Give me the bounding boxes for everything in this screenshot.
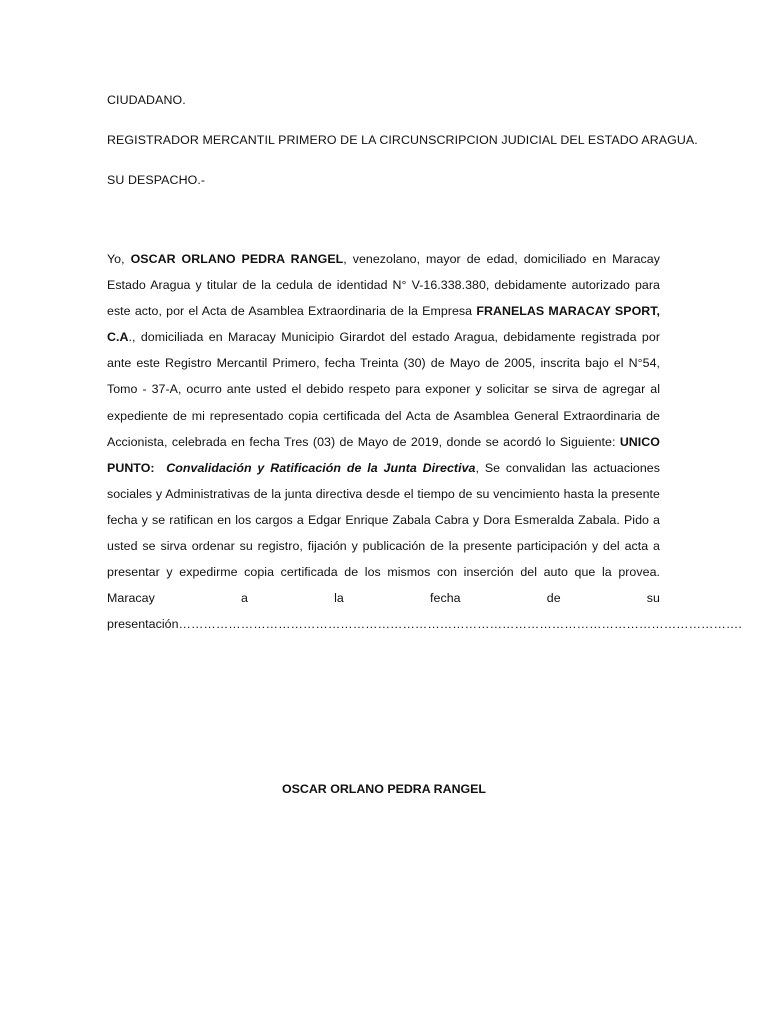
body-paragraph [107, 246, 742, 637]
salutation: CIUDADANO. [107, 93, 186, 107]
body-segment: , venezolano, mayor de edad, domiciliado en Maracay Estado Aragua y titular de la cedula de identidad N° V-16.338.380, debidamente autorizado para este acto, por el Acta de Asamblea Extraordinaria de la Empresa [107, 252, 660, 319]
body-segment: Yo, [107, 252, 131, 266]
unico-punto-label: UNICO PUNTO: [107, 434, 660, 475]
body-segment: ., domiciliada en Maracay Municipio Girardot del estado Aragua, debidamente registrada por ante este Registro Mercantil Primero, fecha Treinta (30) de Mayo de 2005, inscrita bajo el N°54, Tomo - 37-A, ocurro ante usted el debido respeto para exponer y solicitar se sirva de agregar al expediente de mi representado copia certificada del Acta de Asamblea General Extraordinaria de Accionista, celebrada en fecha Tres (03) de Mayo de 2019, donde se acordó lo Siguiente: [107, 330, 660, 449]
company-name: FRANELAS MARACAY SPORT, C.A [107, 304, 660, 345]
agenda-item-title: Convalidación y Ratificación de la Junta Directiva [166, 460, 476, 475]
signature-name: OSCAR ORLANO PEDRA RANGEL [282, 782, 486, 796]
applicant-name: OSCAR ORLANO PEDRA RANGEL [130, 252, 344, 266]
signature-block [0, 782, 768, 796]
body-spacer [155, 461, 167, 475]
body-segment: , Se convalidan las actuaciones sociales y Administrativas de la junta directiva desde el tiempo de su vencimiento hasta la presente fecha y se ratifican en los cargos a Edgar Enrique Zabala Cabra y Dora Esmeralda Zabala. Pido a usted se sirva ordenar su registro, fijación y publicación de la presente participación y del acta a presentar y expedirme copia certificada de los mismos con inserción del auto que la provea. Maracay a la fecha de su presentación………………………………………………………………………………………………………………………. [107, 460, 742, 632]
office-line: SU DESPACHO.- [107, 173, 206, 187]
addressee: REGISTRADOR MERCANTIL PRIMERO DE LA CIRCUNSCRIPCION JUDICIAL DEL ESTADO ARAGUA. [107, 133, 698, 147]
